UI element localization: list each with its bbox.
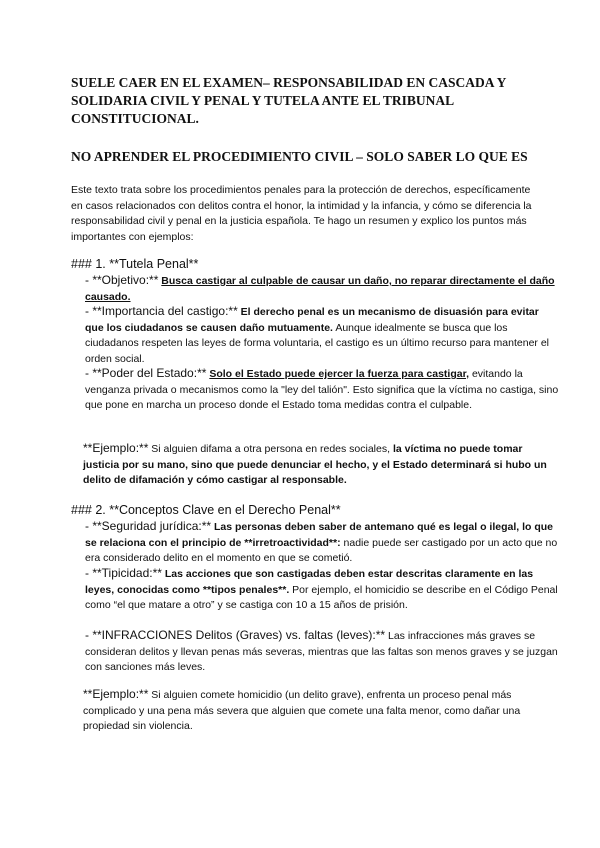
importancia-text: Aunque idealmente se busca que los ciudadanos respeten las leyes de forma voluntaria, el castigo es un último recurso para mantener el orden social. [85,321,550,365]
section-2-tipicidad [71,566,560,614]
seguridad-bold-text: Las personas deben saber de antemano qué es legal o ilegal, lo que se relaciona con el principio de **irretroactividad**: [85,521,554,549]
tipicidad-text: Por ejemplo, el homicidio se describe en el Código Penal como “el que matare a otro” y se castiga con 10 a 15 años de prisión. [85,583,558,611]
section-1-heading: ### 1. **Tutela Penal** [71,257,199,271]
tipicidad-label: - **Tipicidad:** [85,566,162,580]
seguridad-text: nadie puede ser castigado por un acto que no era considerado delito en el momento en que se cometió. [85,536,558,564]
poder-label: - **Poder del Estado:** [85,366,207,380]
poder-bold-text: Solo el Estado puede ejercer la fuerza para castigar, [209,368,470,380]
section-1-importancia [71,304,560,367]
document-title-1: SUELE CAER EN EL EXAMEN– RESPONSABILIDAD EN CASCADA Y SOLIDARIA CIVIL Y PENAL Y TUTELA ANTE EL TRIBUNAL CONSTITUCIONAL. [71,75,506,126]
tipicidad-bold-text: Las acciones que son castigadas deben estar descritas claramente en las leyes, conocidas como **tipos penales**. [85,568,534,596]
section-2-ejemplo [71,687,558,735]
objetivo-text: Busca castigar al culpable de causar un daño, no reparar directamente el daño causado. [85,275,555,303]
document-title-2: NO APRENDER EL PROCEDIMIENTO CIVIL – SOLO SABER LO QUE ES [71,149,528,164]
seguridad-label: - **Seguridad jurídica:** [85,519,212,533]
infracciones-label: - **INFRACCIONES Delitos (Graves) vs. faltas (leves):** [85,628,386,642]
importancia-label: - **Importancia del castigo:** [85,304,238,318]
intro-paragraph: Este texto trata sobre los procedimientos penales para la protección de derechos, específicamente en casos relacionados con delitos contra el honor, la intimidad y la infancia, y cómo se diferencia la responsabilidad civil y penal en la justicia española. Te hago un resumen y explico los puntos más importantes con ejemplos: [71,184,532,243]
section-2-heading: ### 2. **Conceptos Clave en el Derecho Penal** [71,503,341,517]
objetivo-label: - **Objetivo:** [85,273,159,287]
section-2-infracciones [71,628,560,676]
ejemplo-1-text: Si alguien difama a otra persona en redes sociales, [148,443,393,455]
ejemplo-2-text: Si alguien comete homicidio (un delito grave), enfrenta un proceso penal más complicado y una pena más severa que alguien que comete una falta menor, como dañar una propiedad sin violencia. [83,689,521,732]
section-1-ejemplo [71,441,558,489]
infracciones-text: Las infracciones más graves se consideran delitos y llevan penas más severas, mientras que las faltas son menos graves y se juzgan con sanciones más leves. [85,630,558,673]
ejemplo-2-label: **Ejemplo:** [83,687,149,701]
importancia-bold-text: El derecho penal es un mecanismo de disuasión para evitar que los ciudadanos se causen daño mutuamente. [85,306,539,334]
section-1-objetivo [71,273,560,305]
poder-text: evitando la venganza privada o mecanismos como la "ley del talión". Esto significa que la víctima no castiga, sino que pone en marcha un proceso donde el Estado toma medidas contra el culpable. [85,368,559,411]
ejemplo-1-label: **Ejemplo:** [83,441,149,455]
section-2-seguridad [71,519,560,567]
ejemplo-1-bold-text: la víctima no puede tomar justicia por su mano, sino que puede denunciar el hecho, y el Estado determinará si hubo un delito de difamación y cómo castigar al responsable. [83,443,547,486]
section-1-poder [71,366,560,414]
